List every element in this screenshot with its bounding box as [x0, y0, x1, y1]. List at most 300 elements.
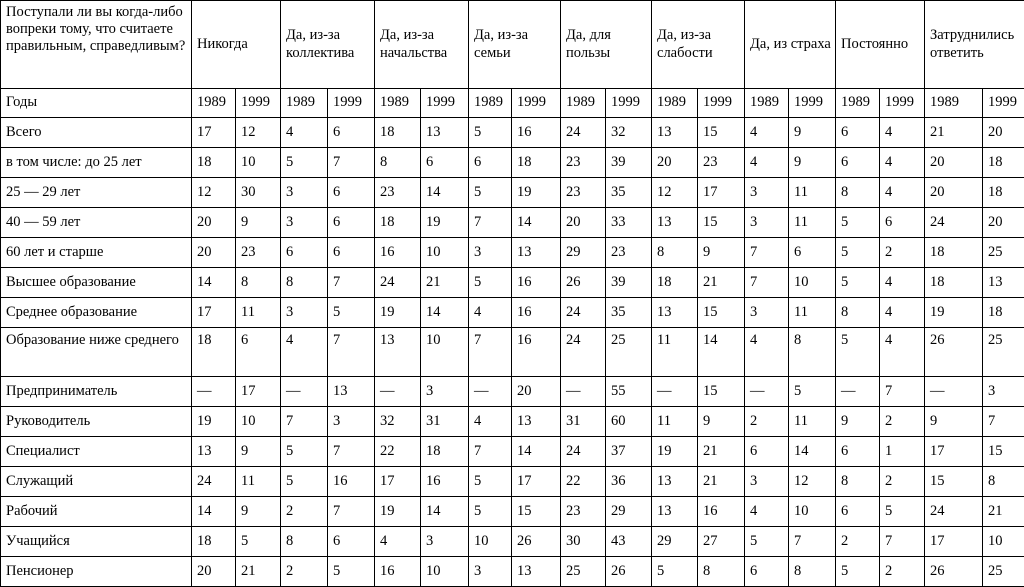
table-cell: 8	[652, 238, 698, 268]
table-cell: 5	[469, 268, 512, 298]
table-cell: 2	[836, 527, 880, 557]
table-cell: 5	[836, 557, 880, 587]
column-header-fear: Да, из страха	[745, 1, 836, 89]
year-cell: 1989	[836, 89, 880, 118]
table-row	[1, 557, 1024, 587]
table-cell: 15	[983, 437, 1024, 467]
table-cell: 13	[512, 557, 561, 587]
row-label: Пенсионер	[1, 557, 192, 587]
table-cell: 2	[880, 467, 925, 497]
table-row	[1, 377, 1024, 407]
table-cell: 2	[880, 557, 925, 587]
table-cell: 4	[281, 118, 328, 148]
table-cell: 12	[652, 178, 698, 208]
table-cell: 7	[469, 208, 512, 238]
table-cell: 7	[328, 268, 375, 298]
table-cell: 3	[745, 467, 789, 497]
table-cell: 2	[880, 238, 925, 268]
table-cell: 7	[328, 497, 375, 527]
table-cell: 6	[836, 497, 880, 527]
table-cell: 21	[925, 118, 983, 148]
table-cell: 12	[192, 178, 236, 208]
table-cell: 23	[606, 238, 652, 268]
table-cell: 11	[789, 208, 836, 238]
column-header-family: Да, из-за семьи	[469, 1, 561, 89]
table-cell: 18	[375, 118, 421, 148]
table-cell: 31	[421, 407, 469, 437]
table-cell: 4	[745, 118, 789, 148]
table-cell: 26	[925, 328, 983, 377]
table-cell: 4	[880, 178, 925, 208]
table-cell: 21	[983, 497, 1024, 527]
table-cell: 3	[281, 178, 328, 208]
table-cell: 6	[236, 328, 281, 377]
table-cell: 23	[561, 178, 606, 208]
table-cell: 8	[789, 328, 836, 377]
table-cell: 3	[983, 377, 1024, 407]
table-cell: 20	[192, 238, 236, 268]
year-cell: 1999	[983, 89, 1024, 118]
table-cell: 16	[698, 497, 745, 527]
table-cell: 2	[281, 497, 328, 527]
row-label: Высшее образование	[1, 268, 192, 298]
table-cell: 4	[469, 407, 512, 437]
table-cell: 18	[375, 208, 421, 238]
data-rows	[1, 118, 1024, 587]
table-cell: 6	[328, 208, 375, 238]
row-label: в том числе: до 25 лет	[1, 148, 192, 178]
year-cell: 1999	[789, 89, 836, 118]
table-cell: 19	[925, 298, 983, 328]
table-cell: 24	[375, 268, 421, 298]
table-cell: 17	[192, 298, 236, 328]
table-cell: 7	[880, 527, 925, 557]
table-cell: 24	[925, 208, 983, 238]
row-label: Руководитель	[1, 407, 192, 437]
table-cell: 17	[512, 467, 561, 497]
table-cell: 8	[836, 467, 880, 497]
table-cell: 11	[789, 407, 836, 437]
table-cell: 19	[375, 497, 421, 527]
table-cell: 10	[983, 527, 1024, 557]
year-cell: 1989	[192, 89, 236, 118]
table-row	[1, 208, 1024, 238]
table-cell: 15	[698, 118, 745, 148]
table-cell: 35	[606, 178, 652, 208]
year-cell: 1999	[698, 89, 745, 118]
year-cell: 1989	[745, 89, 789, 118]
table-cell: 23	[561, 148, 606, 178]
table-cell: 17	[925, 527, 983, 557]
table-cell: 13	[328, 377, 375, 407]
table-cell: 9	[698, 407, 745, 437]
table-cell: 14	[192, 268, 236, 298]
table-row	[1, 437, 1024, 467]
table-cell: 14	[512, 437, 561, 467]
column-header-always: Постоянно	[836, 1, 925, 89]
table-cell: 23	[698, 148, 745, 178]
column-header-boss: Да, из-за начальства	[375, 1, 469, 89]
table-cell: 21	[698, 467, 745, 497]
table-cell: 39	[606, 148, 652, 178]
table-cell: 5	[281, 437, 328, 467]
table-cell: 15	[698, 298, 745, 328]
table-row	[1, 527, 1024, 557]
row-label: Служащий	[1, 467, 192, 497]
table-cell: 21	[236, 557, 281, 587]
table-cell: 3	[421, 377, 469, 407]
table-cell: 13	[652, 298, 698, 328]
table-cell: 13	[192, 437, 236, 467]
table-cell: 19	[512, 178, 561, 208]
table-cell: 13	[512, 238, 561, 268]
table-cell: —	[836, 377, 880, 407]
table-cell: 17	[375, 467, 421, 497]
table-cell: 5	[328, 557, 375, 587]
table-cell: 18	[983, 298, 1024, 328]
table-cell: 11	[789, 298, 836, 328]
table-cell: 5	[281, 148, 328, 178]
table-cell: 32	[375, 407, 421, 437]
table-cell: 5	[236, 527, 281, 557]
table-cell: 8	[281, 268, 328, 298]
table-cell: —	[192, 377, 236, 407]
year-cell: 1999	[328, 89, 375, 118]
table-cell: 16	[375, 238, 421, 268]
table-cell: 6	[281, 238, 328, 268]
year-cell: 1999	[512, 89, 561, 118]
table-cell: 19	[375, 298, 421, 328]
table-cell: 6	[880, 208, 925, 238]
table-cell: 11	[236, 467, 281, 497]
row-label: Специалист	[1, 437, 192, 467]
table-cell: 4	[745, 148, 789, 178]
table-cell: 5	[469, 118, 512, 148]
table-cell: 3	[745, 208, 789, 238]
table-cell: 29	[652, 527, 698, 557]
table-cell: —	[561, 377, 606, 407]
table-cell: 7	[789, 527, 836, 557]
table-cell: 6	[421, 148, 469, 178]
table-cell: 13	[983, 268, 1024, 298]
table-cell: 35	[606, 298, 652, 328]
year-cell: 1999	[880, 89, 925, 118]
table-cell: 14	[421, 178, 469, 208]
table-cell: 16	[375, 557, 421, 587]
table-cell: 43	[606, 527, 652, 557]
table-cell: —	[375, 377, 421, 407]
year-cell: 1999	[606, 89, 652, 118]
table-row	[1, 118, 1024, 148]
table-cell: 7	[983, 407, 1024, 437]
year-cell: 1989	[925, 89, 983, 118]
table-cell: 6	[328, 178, 375, 208]
table-cell: 4	[880, 148, 925, 178]
table-cell: 7	[328, 148, 375, 178]
table-cell: 19	[192, 407, 236, 437]
table-cell: 4	[375, 527, 421, 557]
table-cell: 16	[512, 328, 561, 377]
table-cell: 9	[789, 118, 836, 148]
row-label: Рабочий	[1, 497, 192, 527]
years-label: Годы	[1, 89, 192, 118]
table-cell: 30	[561, 527, 606, 557]
table-cell: 7	[469, 437, 512, 467]
table-cell: 5	[836, 238, 880, 268]
row-label: 60 лет и старше	[1, 238, 192, 268]
table-row	[1, 178, 1024, 208]
year-cell: 1989	[281, 89, 328, 118]
table-cell: 60	[606, 407, 652, 437]
table-cell: 21	[421, 268, 469, 298]
table-cell: 8	[698, 557, 745, 587]
years-row	[1, 89, 1024, 118]
table-cell: 4	[880, 328, 925, 377]
table-cell: 11	[652, 407, 698, 437]
table-cell: 7	[328, 437, 375, 467]
row-label: 25 — 29 лет	[1, 178, 192, 208]
table-cell: 18	[983, 148, 1024, 178]
table-cell: 9	[236, 208, 281, 238]
table-cell: 14	[421, 497, 469, 527]
table-cell: 25	[606, 328, 652, 377]
table-row	[1, 328, 1024, 377]
table-cell: 26	[925, 557, 983, 587]
table-cell: 25	[983, 557, 1024, 587]
table-cell: 24	[192, 467, 236, 497]
table-cell: 24	[561, 298, 606, 328]
table-cell: 3	[745, 298, 789, 328]
table-cell: 31	[561, 407, 606, 437]
table-cell: 6	[328, 118, 375, 148]
table-cell: 20	[983, 118, 1024, 148]
table-cell: 5	[469, 467, 512, 497]
table-cell: 20	[652, 148, 698, 178]
row-label: Предприниматель	[1, 377, 192, 407]
table-cell: 19	[652, 437, 698, 467]
table-cell: 10	[469, 527, 512, 557]
table-cell: 6	[836, 437, 880, 467]
table-cell: 24	[925, 497, 983, 527]
table-cell: 5	[745, 527, 789, 557]
column-header-weakness: Да, из-за слабости	[652, 1, 745, 89]
table-row	[1, 407, 1024, 437]
table-cell: 11	[236, 298, 281, 328]
table-cell: 3	[328, 407, 375, 437]
table-cell: 8	[836, 298, 880, 328]
table-cell: 20	[983, 208, 1024, 238]
table-cell: 18	[192, 148, 236, 178]
table-cell: 26	[561, 268, 606, 298]
table-cell: 8	[281, 527, 328, 557]
table-cell: 6	[836, 148, 880, 178]
table-cell: 10	[421, 238, 469, 268]
table-cell: 15	[698, 377, 745, 407]
table-cell: 2	[281, 557, 328, 587]
column-header-undecided: Затруднились ответить	[925, 1, 1024, 89]
table-cell: 21	[698, 437, 745, 467]
table-cell: 24	[561, 437, 606, 467]
table-cell: 10	[789, 497, 836, 527]
table-cell: 5	[836, 208, 880, 238]
table-cell: 5	[328, 298, 375, 328]
table-cell: 12	[236, 118, 281, 148]
table-cell: 13	[652, 467, 698, 497]
table-cell: 13	[652, 497, 698, 527]
table-cell: 4	[880, 268, 925, 298]
table-cell: 9	[836, 407, 880, 437]
table-cell: 22	[375, 437, 421, 467]
table-cell: 18	[421, 437, 469, 467]
table-cell: 20	[925, 148, 983, 178]
table-cell: 3	[469, 557, 512, 587]
table-cell: 16	[512, 268, 561, 298]
table-cell: 39	[606, 268, 652, 298]
table-row	[1, 268, 1024, 298]
table-cell: 22	[561, 467, 606, 497]
table-cell: 18	[512, 148, 561, 178]
table-cell: 9	[236, 497, 281, 527]
table-cell: 7	[745, 238, 789, 268]
table-cell: 4	[880, 118, 925, 148]
table-cell: 5	[836, 328, 880, 377]
table-cell: 20	[512, 377, 561, 407]
table-cell: 4	[745, 497, 789, 527]
table-cell: 9	[236, 437, 281, 467]
table-cell: 17	[925, 437, 983, 467]
table-cell: 13	[375, 328, 421, 377]
table-cell: 18	[983, 178, 1024, 208]
table-cell: 3	[421, 527, 469, 557]
question-header: Поступали ли вы когда-либо вопреки тому, что считаете правильным, справедливым?	[1, 1, 192, 89]
table-cell: 4	[281, 328, 328, 377]
column-header-never: Никогда	[192, 1, 281, 89]
table-cell: 18	[925, 238, 983, 268]
table-cell: 29	[606, 497, 652, 527]
table-cell: 16	[512, 118, 561, 148]
table-cell: 25	[983, 238, 1024, 268]
table-cell: 4	[880, 298, 925, 328]
table-cell: 18	[192, 328, 236, 377]
table-cell: 7	[880, 377, 925, 407]
table-cell: 24	[561, 118, 606, 148]
table-cell: 29	[561, 238, 606, 268]
table-cell: 10	[236, 407, 281, 437]
table-cell: 7	[469, 328, 512, 377]
year-cell: 1989	[652, 89, 698, 118]
table-cell: 16	[512, 298, 561, 328]
table-cell: 8	[236, 268, 281, 298]
table-cell: 15	[512, 497, 561, 527]
table-cell: 16	[421, 467, 469, 497]
table-cell: 2	[745, 407, 789, 437]
table-cell: 11	[789, 178, 836, 208]
table-cell: 13	[512, 407, 561, 437]
table-cell: 14	[789, 437, 836, 467]
table-cell: 9	[925, 407, 983, 437]
table-cell: 14	[421, 298, 469, 328]
table-cell: 18	[192, 527, 236, 557]
row-label: Учащийся	[1, 527, 192, 557]
table-cell: 9	[789, 148, 836, 178]
table-cell: 8	[375, 148, 421, 178]
table-cell: 17	[698, 178, 745, 208]
table-cell: 37	[606, 437, 652, 467]
table-cell: 5	[789, 377, 836, 407]
table-cell: 11	[652, 328, 698, 377]
row-label: Среднее образование	[1, 298, 192, 328]
year-cell: 1989	[469, 89, 512, 118]
table-row	[1, 148, 1024, 178]
table-cell: —	[469, 377, 512, 407]
table-cell: 15	[925, 467, 983, 497]
table-cell: 33	[606, 208, 652, 238]
year-cell: 1989	[561, 89, 606, 118]
table-row	[1, 497, 1024, 527]
table-cell: 21	[698, 268, 745, 298]
table-cell: 6	[328, 238, 375, 268]
table-cell: 5	[880, 497, 925, 527]
table-cell: 3	[281, 208, 328, 238]
table-cell: 5	[652, 557, 698, 587]
table-cell: 6	[745, 437, 789, 467]
table-cell: 10	[789, 268, 836, 298]
table-cell: 26	[606, 557, 652, 587]
table-cell: 20	[925, 178, 983, 208]
table-cell: —	[745, 377, 789, 407]
table-cell: 19	[421, 208, 469, 238]
table-cell: 18	[925, 268, 983, 298]
table-cell: 17	[236, 377, 281, 407]
table-cell: 13	[652, 118, 698, 148]
table-cell: —	[652, 377, 698, 407]
table-cell: 8	[789, 557, 836, 587]
table-cell: 5	[469, 178, 512, 208]
table-cell: 10	[421, 328, 469, 377]
table-row	[1, 238, 1024, 268]
table-cell: —	[281, 377, 328, 407]
header-row	[1, 1, 1024, 89]
table-cell: 14	[698, 328, 745, 377]
table-cell: 27	[698, 527, 745, 557]
table-cell: 15	[698, 208, 745, 238]
table-cell: 10	[236, 148, 281, 178]
table-cell: 17	[192, 118, 236, 148]
table-cell: 6	[328, 527, 375, 557]
table-cell: 2	[880, 407, 925, 437]
year-cell: 1999	[421, 89, 469, 118]
table-cell: 6	[789, 238, 836, 268]
table-cell: 20	[192, 208, 236, 238]
table-cell: 7	[328, 328, 375, 377]
table-cell: 20	[561, 208, 606, 238]
table-cell: 3	[281, 298, 328, 328]
table-cell: 3	[469, 238, 512, 268]
table-cell: 36	[606, 467, 652, 497]
table-cell: 8	[983, 467, 1024, 497]
table-cell: 5	[836, 268, 880, 298]
table-cell: 30	[236, 178, 281, 208]
table-cell: 26	[512, 527, 561, 557]
table-row	[1, 298, 1024, 328]
table-cell: 7	[281, 407, 328, 437]
table-cell: —	[925, 377, 983, 407]
table-cell: 5	[281, 467, 328, 497]
table-cell: 55	[606, 377, 652, 407]
table-cell: 6	[745, 557, 789, 587]
table-cell: 3	[745, 178, 789, 208]
table-cell: 6	[836, 118, 880, 148]
